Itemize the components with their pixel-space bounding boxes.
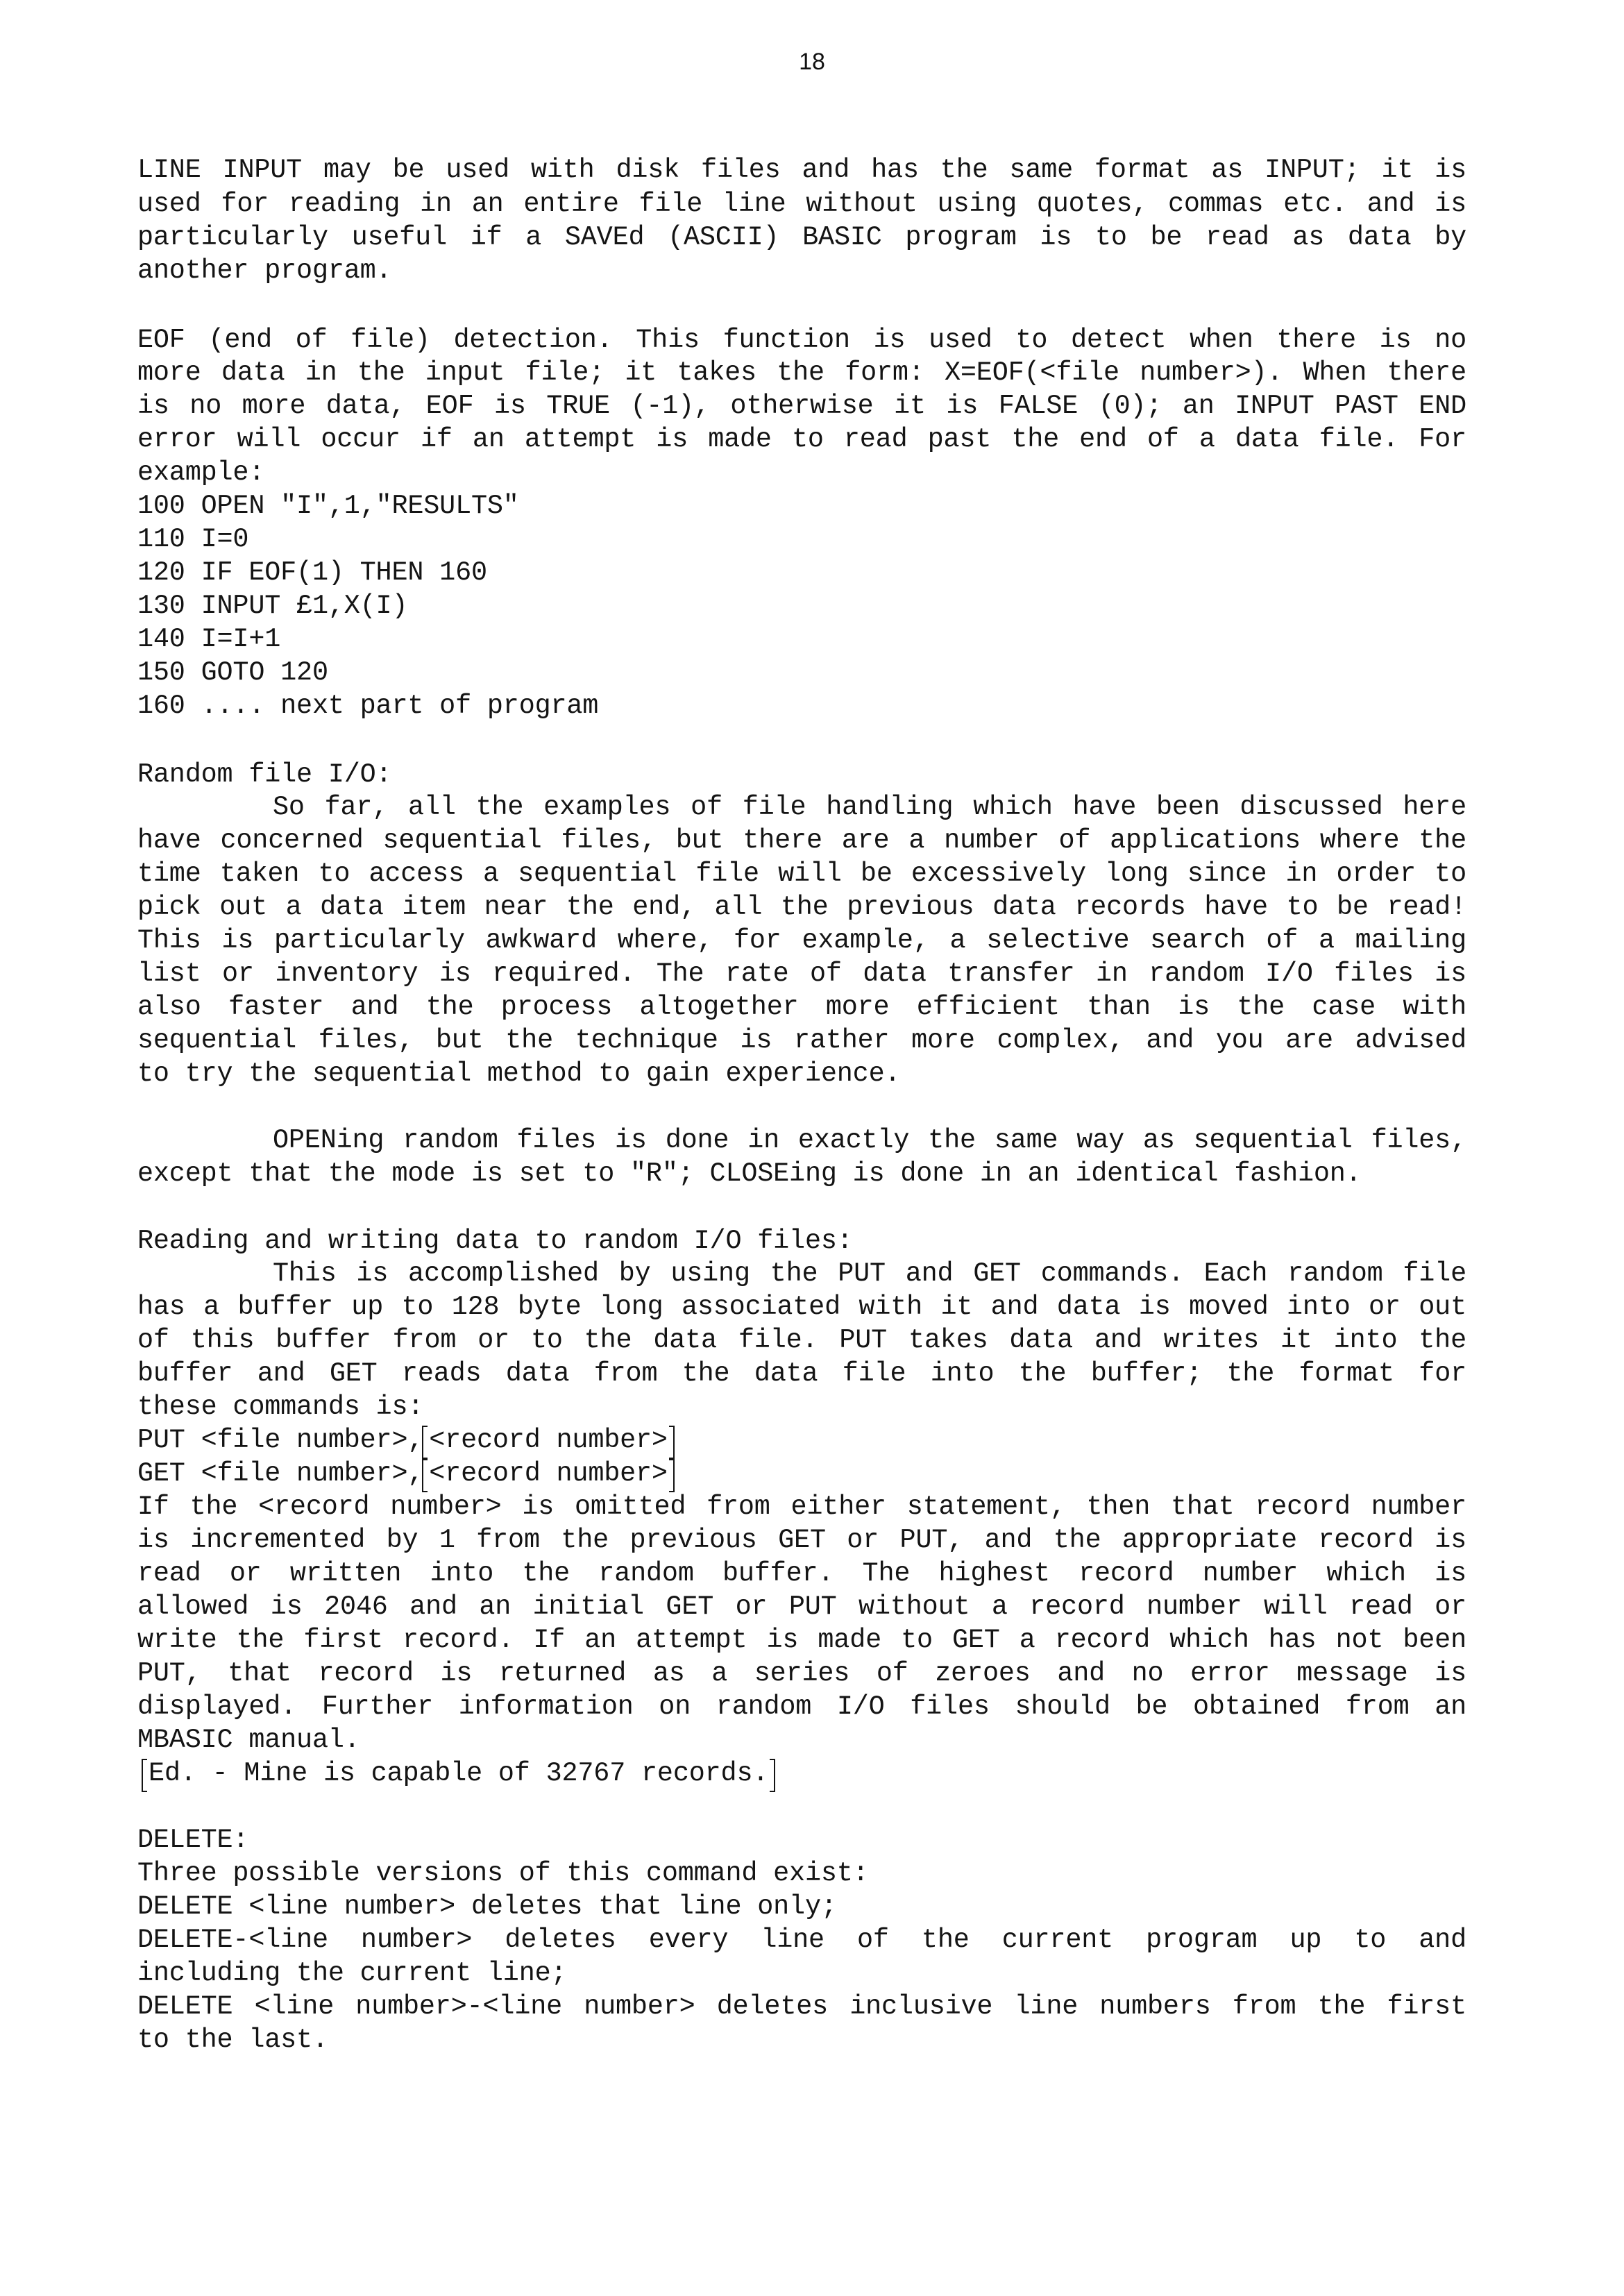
note-bracket: Ed. - Mine is capable of 32767 records.: [143, 1757, 774, 1789]
paragraph-line: This is particularly awkward where, for example, a selective search of a mailing: [137, 925, 1466, 956]
paragraph-line: to try the sequential method to gain experience.: [137, 1058, 901, 1089]
code-line: 150 GOTO 120: [137, 657, 328, 688]
code-line: 110 I=0: [137, 524, 249, 555]
paragraph-line: This is accomplished by using the PUT and GET commands. Each random file: [273, 1258, 1466, 1289]
paragraph-line: error will occur if an attempt is made to read past the end of a data file. For: [137, 424, 1466, 455]
paragraph-line: sequential files, but the technique is rather more complex, and you are advised: [137, 1025, 1466, 1056]
code-line: 130 INPUT £1,X(I): [137, 591, 408, 621]
syntax-command: GET <file number>,: [137, 1458, 424, 1489]
paragraph-line: EOF (end of file) detection. This function is used to detect when there is no: [137, 325, 1466, 355]
paragraph-line: LINE INPUT may be used with disk files and has the same format as INPUT; it is: [137, 155, 1466, 185]
paragraph-line: write the first record. If an attempt is made to GET a record which has not been: [137, 1625, 1466, 1655]
code-line: 140 I=I+1: [137, 624, 281, 655]
code-line: 120 IF EOF(1) THEN 160: [137, 557, 487, 588]
paragraph-line: these commands is:: [137, 1392, 424, 1422]
optional-bracket: [423, 1458, 673, 1489]
paragraph-line: have concerned sequential files, but there are a number of applications where the: [137, 825, 1466, 856]
page-number: 18: [799, 49, 825, 75]
paragraph-line: is incremented by 1 from the previous GET or PUT, and the appropriate record is: [137, 1525, 1466, 1555]
paragraph-line: DELETE-<line number> deletes every line of the current program up to and: [137, 1925, 1466, 1955]
paragraph-line: DELETE <line number>-<line number> deletes inclusive line numbers from the first: [137, 1991, 1466, 2022]
section-heading: Reading and writing data to random I/O files:: [137, 1226, 853, 1256]
paragraph-line: OPENing random files is done in exactly the same way as sequential files,: [273, 1125, 1466, 1156]
paragraph-line: DELETE <line number> deletes that line only;: [137, 1891, 837, 1922]
paragraph-line: displayed. Further information on random I/O files should be obtained from an: [137, 1691, 1466, 1722]
paragraph-line: pick out a data item near the end, all the previous data records have to be read!: [137, 892, 1466, 922]
paragraph-line: time taken to access a sequential file will be excessively long since in order to: [137, 859, 1466, 889]
section-heading: DELETE:: [137, 1825, 249, 1855]
paragraph-line: of this buffer from or to the data file. PUT takes data and writes it into the: [137, 1325, 1466, 1356]
paragraph-line: MBASIC manual.: [137, 1725, 360, 1755]
optional-bracket: [423, 1424, 673, 1456]
syntax-optional-arg: <record number>: [429, 1425, 668, 1455]
paragraph-line: PUT, that record is returned as a series of zeroes and no error message is: [137, 1658, 1466, 1689]
syntax-line-put: [137, 1424, 1466, 1456]
paragraph-line: has a buffer up to 128 byte long associated with it and data is moved into or out: [137, 1292, 1466, 1322]
paragraph-line: buffer and GET reads data from the data file into the buffer; the format for: [137, 1358, 1466, 1389]
paragraph-line: another program.: [137, 255, 392, 286]
paragraph-line: list or inventory is required. The rate of data transfer in random I/O files is: [137, 959, 1466, 989]
syntax-line-get: [137, 1458, 1466, 1489]
paragraph-line: is no more data, EOF is TRUE (-1), otherwise it is FALSE (0); an INPUT PAST END: [137, 391, 1466, 421]
section-heading: Random file I/O:: [137, 759, 392, 790]
paragraph-line: to the last.: [137, 2025, 328, 2055]
paragraph-line: So far, all the examples of file handling which have been discussed here: [273, 792, 1466, 822]
code-line: 100 OPEN "I",1,"RESULTS": [137, 491, 519, 521]
paragraph-line: used for reading in an entire file line without using quotes, commas etc. and is: [137, 189, 1466, 219]
editor-note: [143, 1757, 1472, 1789]
code-line: 160 .... next part of program: [137, 691, 599, 721]
paragraph-line: except that the mode is set to "R"; CLOSEing is done in an identical fashion.: [137, 1158, 1362, 1189]
syntax-optional-arg: <record number>: [429, 1458, 668, 1489]
paragraph-line: Three possible versions of this command exist:: [137, 1858, 869, 1889]
paragraph-line: including the current line;: [137, 1958, 567, 1989]
paragraph-line: If the <record number> is omitted from either statement, then that record number: [137, 1492, 1466, 1522]
paragraph-line: allowed is 2046 and an initial GET or PUT without a record number will read or: [137, 1592, 1466, 1622]
paragraph-line: also faster and the process altogether more efficient than is the case with: [137, 992, 1466, 1022]
paragraph-line: example:: [137, 457, 265, 488]
paragraph-line: read or written into the random buffer. The highest record number which is: [137, 1558, 1466, 1589]
syntax-command: PUT <file number>,: [137, 1425, 424, 1455]
paragraph-line: particularly useful if a SAVEd (ASCII) BASIC program is to be read as data by: [137, 222, 1466, 253]
paragraph-line: more data in the input file; it takes the form: X=EOF(<file number>). When there: [137, 357, 1466, 388]
